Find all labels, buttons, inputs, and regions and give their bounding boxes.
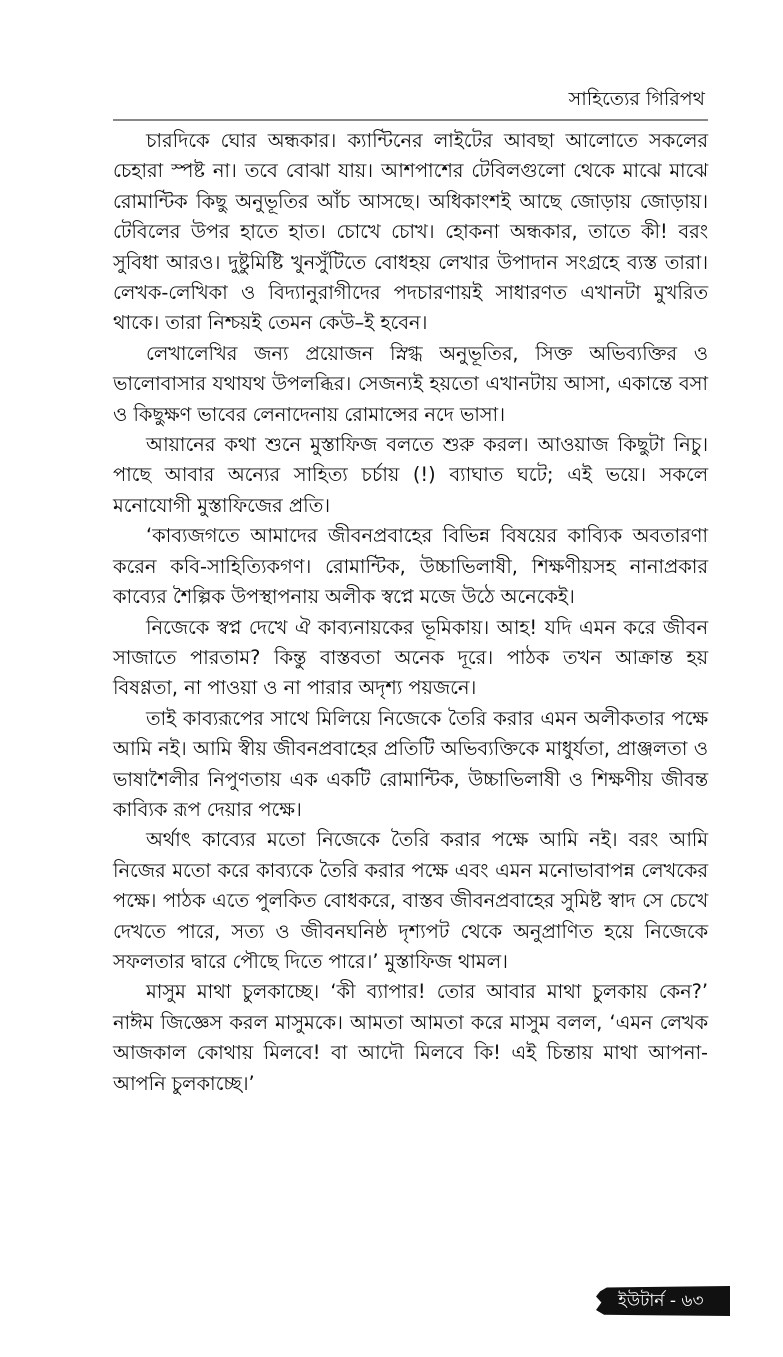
running-head: সাহিত্যের গিরিপথ bbox=[568, 88, 705, 110]
paragraph-6: তাই কাব্যরূপের সাথে মিলিয়ে নিজেকে তৈরি করার এমন অলীকতার পক্ষে আমি নই। আমি স্বীয় জীবনপ্রবাহের প্রতিটি অভিব্যক্তিকে মাধুর্যতা, প্রাঞ্জলতা ও ভাষাশৈলীর নিপুণতায় এক একটি রোমান্টিক, উচ্চাভিলাষী ও শিক্ষণীয় জীবন্ত কাব্যিক রূপ দেয়ার পক্ষে। bbox=[113, 706, 708, 821]
paragraph-3: আয়ানের কথা শুনে মুস্তাফিজ বলতে শুরু করল। আওয়াজ কিছুটা নিচু। পাছে আবার অন্যের সাহিত্য চর্চায় (!) ব্যাঘাত ঘটে; এই ভয়ে। সকলে মনোযোগী মুস্তাফিজের প্রতি। bbox=[113, 433, 708, 517]
footer-book-title: ইউটার্ন bbox=[618, 1291, 665, 1311]
body-text bbox=[113, 126, 708, 1099]
paragraph-1: চারদিকে ঘোর অন্ধকার। ক্যান্টিনের লাইটের আবছা আলোতে সকলের চেহারা স্পষ্ট না। তবে বোঝা যায়। আশপাশের টেবিলগুলো থেকে মাঝে মাঝে রোমান্টিক কিছু অনুভূতির আঁচ আসছে। অধিকাংশই আছে জোড়ায় জোড়ায়। টেবিলের উপর হাতে হাত। চোখে চোখ। হোকনা অন্ধকার, তাতে কী! বরং সুবিধা আরও। দুষ্টুমিষ্টি খুনসুঁটিতে বোধহয় লেখার উপাদান সংগ্রহে ব্যস্ত তারা। লেখক-লেখিকা ও বিদ্যানুরাগীদের পদচারণায়ই সাধারণত এখানটা মুখরিত থাকে। তারা নিশ্চয়ই তেমন কেউ–ই হবেন। bbox=[113, 129, 708, 335]
paragraph-5: নিজেকে স্বপ্ন দেখে ঐ কাব্যনায়কের ভূমিকায়। আহ! যদি এমন করে জীবন সাজাতে পারতাম? কিন্তু বাস্তবতা অনেক দূরে। পাঠক তখন আক্রান্ত হয় বিষণ্ণতা, না পাওয়া ও না পারার অদৃশ্য পয়জনে। bbox=[113, 615, 708, 700]
header-rule bbox=[113, 119, 708, 121]
paragraph-4: ‘কাব্যজগতে আমাদের জীবনপ্রবাহের বিভিন্ন বিষয়ের কাব্যিক অবতারণা করেন কবি-সাহিত্যিকগণ। রোমান্টিক, উচ্চাভিলাষী, শিক্ষণীয়সহ নানাপ্রকার কাব্যের শৈল্পিক উপস্থাপনায় অলীক স্বপ্নে মজে উঠে অনেকেই। bbox=[113, 524, 708, 609]
page-footer-badge bbox=[596, 1286, 730, 1316]
footer-separator: - bbox=[669, 1291, 676, 1311]
footer-text bbox=[618, 1290, 704, 1312]
page-number: ৬৩ bbox=[681, 1291, 704, 1311]
paragraph-7: অর্থাৎ কাব্যের মতো নিজেকে তৈরি করার পক্ষে আমি নই। বরং আমি নিজের মতো করে কাব্যকে তৈরি করার পক্ষে এবং এমন মনোভাবাপন্ন লেখকের পক্ষে। পাঠক এতে পুলকিত বোধকরে, বাস্তব জীবনপ্রবাহের সুমিষ্ট স্বাদ সে চেখে দেখতে পারে, সত্য ও জীবনঘনিষ্ঠ দৃশ্যপট থেকে অনুপ্রাণিত হয়ে নিজেকে সফলতার দ্বারে পৌছে দিতে পারে।’ মুস্তাফিজ থামল। bbox=[113, 828, 708, 973]
paragraph-8: মাসুম মাথা চুলকাচ্ছে। ‘কী ব্যাপার! তোর আবার মাথা চুলকায় কেন?’ নাঈম জিজ্ঞেস করল মাসুমকে। আমতা আমতা করে মাসুম বলল, ‘এমন লেখক আজকাল কোথায় মিলবে! বা আদৌ মিলবে কি! এই চিন্তায় মাথা আপনা-আপনি চুলকাচ্ছে।’ bbox=[113, 980, 708, 1095]
paragraph-2: লেখালেখির জন্য প্রয়োজন স্নিগ্ধ অনুভূতির, সিক্ত অভিব্যক্তির ও ভালোবাসার যথাযথ উপলব্ধির। সেজন্যই হয়তো এখানটায় আসা, একান্তে বসা ও কিছুক্ষণ ভাবের লেনাদেনায় রোমান্সের নদে ভাসা। bbox=[113, 341, 708, 426]
